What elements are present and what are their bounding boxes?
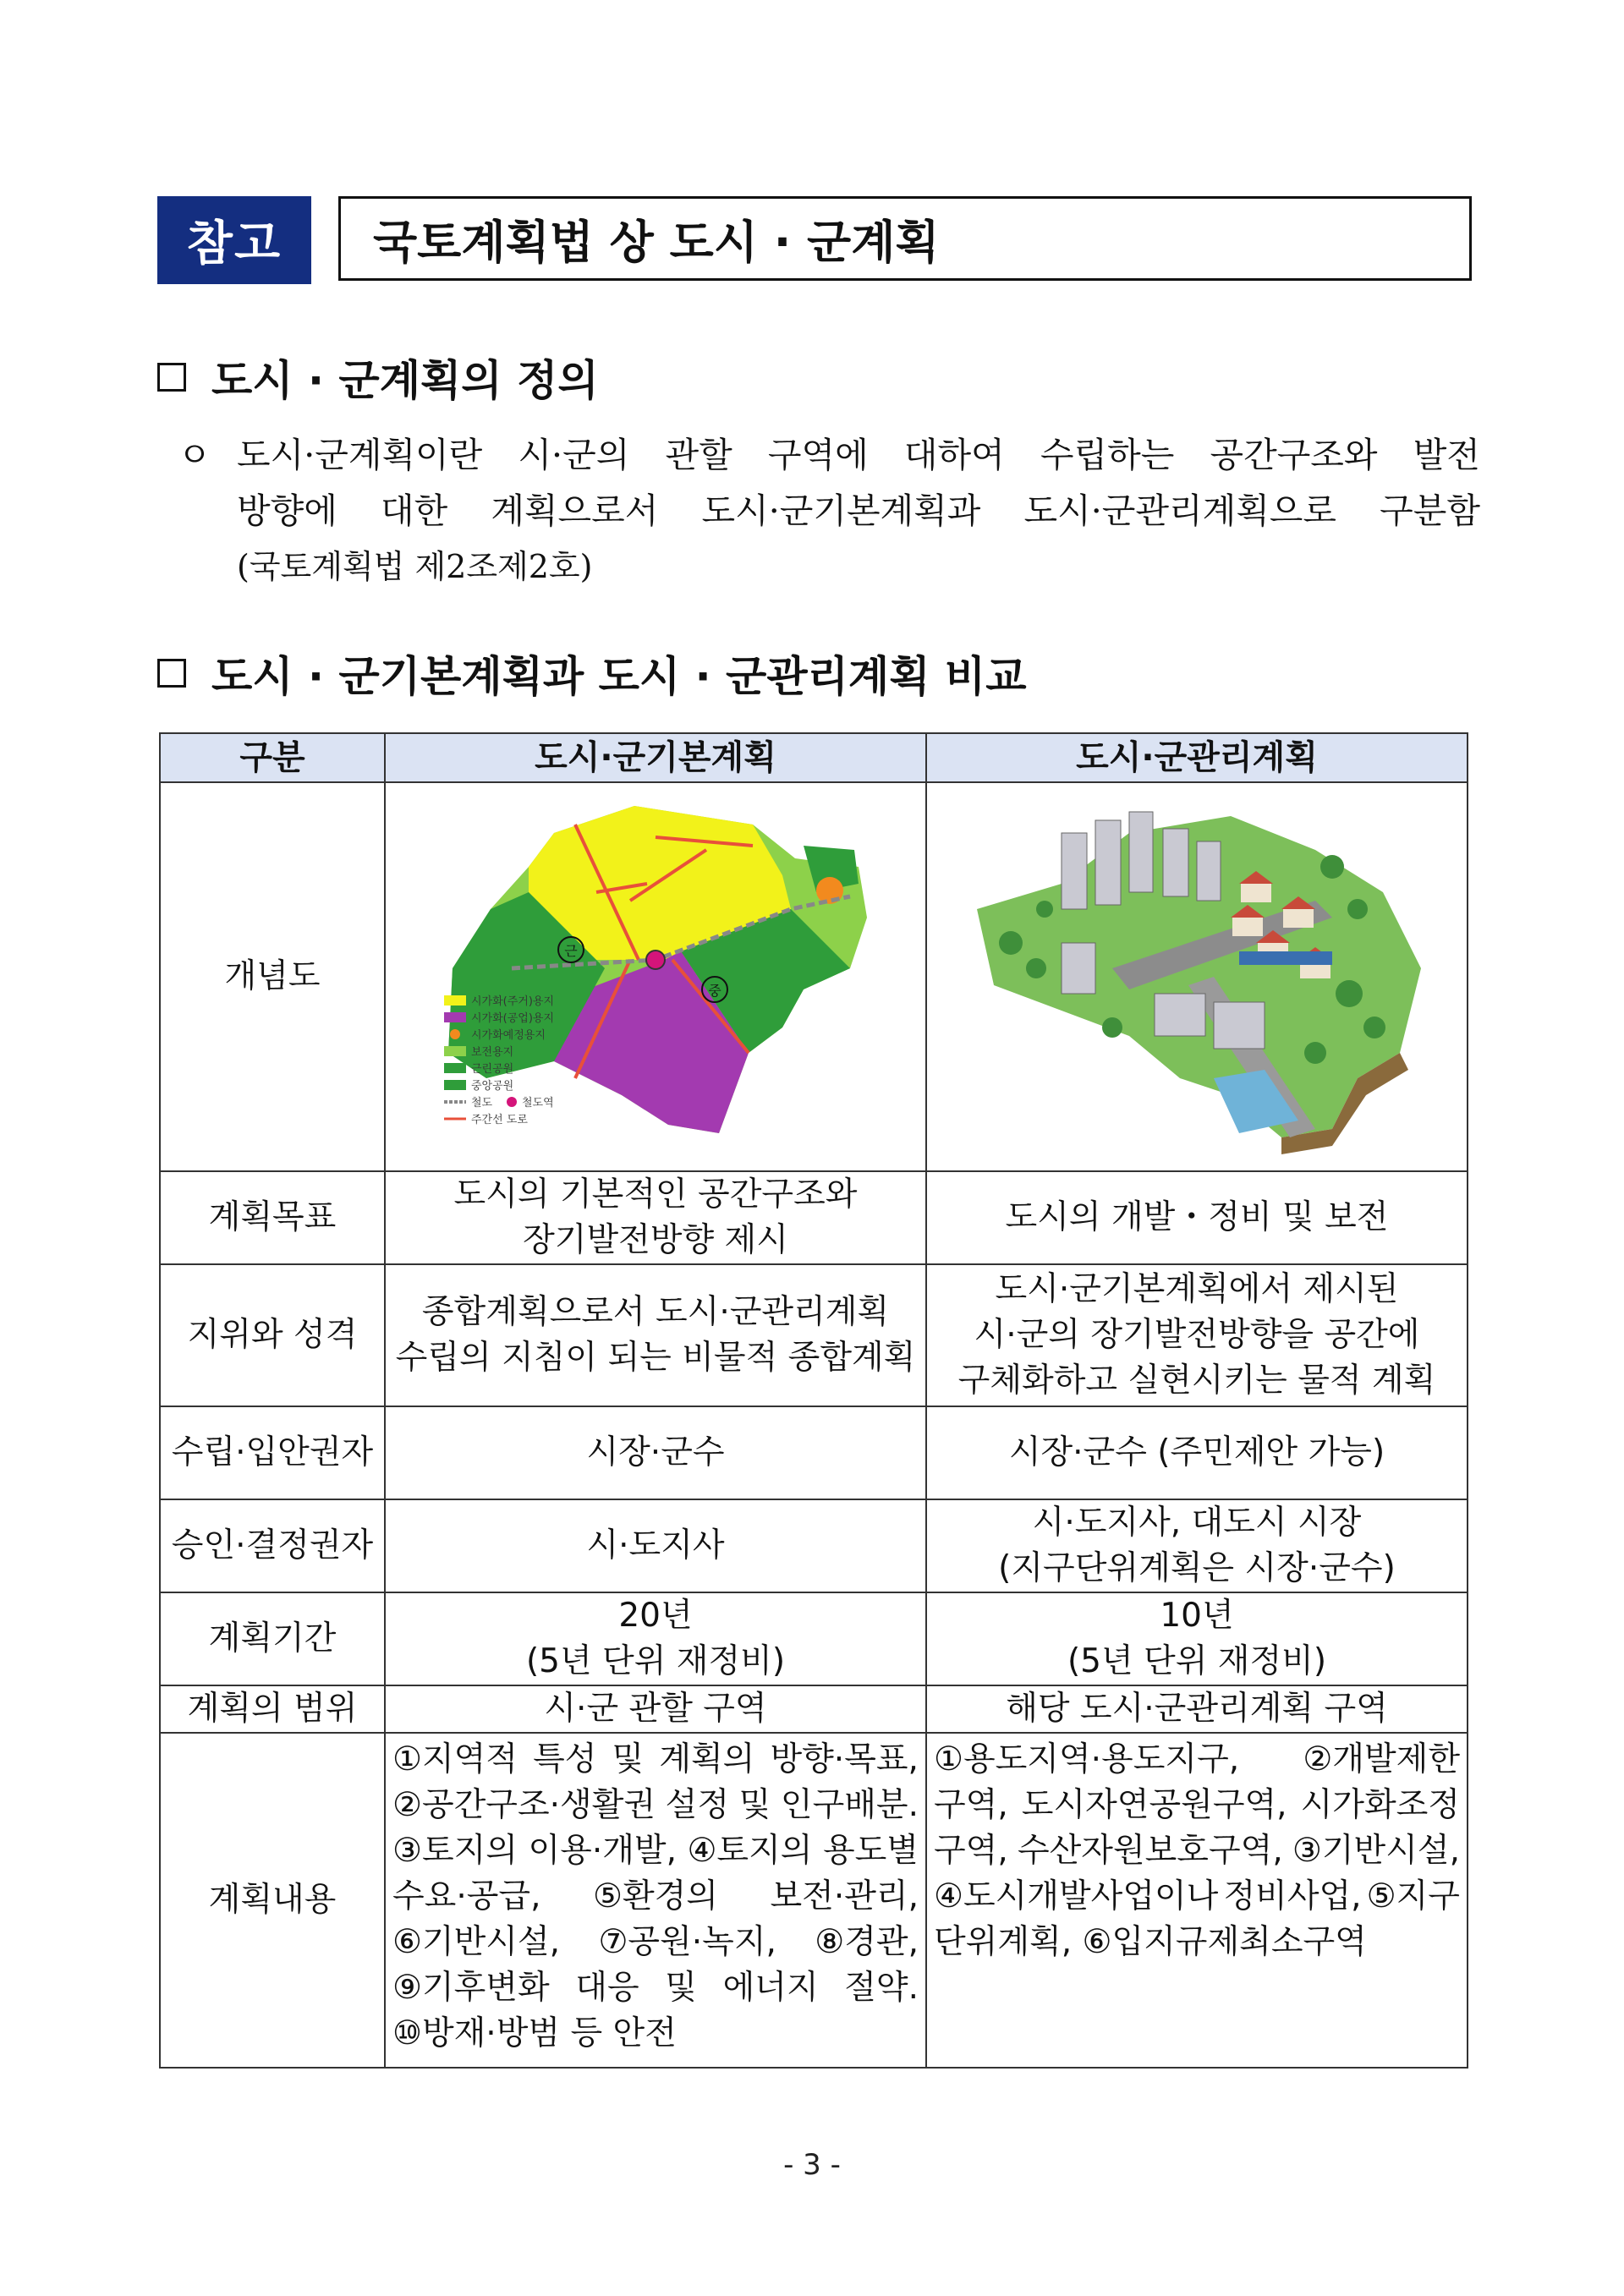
page-title: 국토계획법 상 도시 · 군계획 [338, 196, 1472, 281]
table-row-approval [160, 1499, 1468, 1592]
svg-text:철도: 철도 [471, 1097, 493, 1110]
approval-basic: 시·도지사 [385, 1499, 926, 1592]
basic-plan-map [385, 782, 926, 1171]
content-word: 도시자연공원구역, [1021, 1786, 1287, 1824]
content-word: ①지역적 [392, 1740, 518, 1778]
table-row-goal [160, 1171, 1468, 1264]
content-management-line [934, 1828, 1460, 1874]
author-basic: 시장·군수 [385, 1406, 926, 1499]
status-management: 도시·군기본계획에서 제시된 시·군의 장기발전방향을 공간에 구체화하고 실현시키는 물적 계획 [926, 1264, 1468, 1406]
definition-line-1 [237, 427, 1480, 483]
header-category: 구분 [160, 733, 385, 782]
definition-word: 계획으로서 [491, 490, 659, 531]
svg-text:시가화(공업)용지: 시가화(공업)용지 [471, 1012, 555, 1025]
content-word: ⑤환경의 [593, 1877, 718, 1915]
definition-word: 공간구조와 [1210, 435, 1378, 475]
content-word: ⑦공원·녹지, [598, 1923, 776, 1961]
content-word: ⑥기반시설, [392, 1923, 561, 1961]
definition-word: 대하여 [903, 435, 1005, 475]
table-row-content [160, 1733, 1468, 2068]
table-row-scope [160, 1685, 1468, 1733]
scope-basic: 시·군 관할 구역 [385, 1685, 926, 1733]
content-word: ④토지의 [687, 1832, 813, 1870]
period-basic: 20년 (5년 단위 재정비) [385, 1592, 926, 1685]
content-word: 특성 [533, 1740, 597, 1778]
comparison-table [159, 732, 1468, 2069]
content-word: 계획의 [659, 1740, 755, 1778]
svg-text:시가화예정용지: 시가화예정용지 [471, 1029, 546, 1042]
content-word: 에너지 [722, 1969, 819, 2007]
definition-word: 발전 [1413, 435, 1480, 475]
circle-bullet-icon: ㅇ [178, 435, 211, 475]
row-label-period: 계획기간 [160, 1592, 385, 1685]
table-row-period [160, 1592, 1468, 1685]
definition-word: 관할 [665, 435, 732, 475]
definition-word: 방향에 [237, 490, 337, 531]
definition-line-2 [237, 483, 1480, 539]
content-word: 및 [665, 1969, 697, 2007]
header-basic-plan: 도시·군기본계획 [385, 733, 926, 782]
content-basic-line: ⑩방재·방범 등 안전 [392, 2014, 677, 2052]
approval-management: 시·도지사, 대도시 시장 (지구단위계획은 시장·군수) [926, 1499, 1468, 1592]
goal-basic: 도시의 기본적인 공간구조와 장기발전방향 제시 [385, 1171, 926, 1264]
row-label-content: 계획내용 [160, 1733, 385, 2068]
content-management [926, 1733, 1468, 2068]
content-basic-line [392, 1874, 919, 1920]
content-word: 및 [738, 1786, 771, 1824]
period-management: 10년 (5년 단위 재정비) [926, 1592, 1468, 1685]
svg-text:보전용지: 보전용지 [471, 1046, 514, 1059]
status-basic: 종합계획으로서 도시·군관리계획 수립의 지침이 되는 비물적 종합계획 [385, 1264, 926, 1406]
management-plan-illustration [926, 782, 1468, 1171]
content-word: 보전·관리, [770, 1877, 919, 1915]
content-basic [385, 1733, 926, 2068]
content-word: 구역, [934, 1832, 1008, 1870]
definition-word: 수립하는 [1040, 435, 1175, 475]
page-number: - 3 - [783, 2148, 841, 2182]
content-word: ⑧경관, [815, 1923, 919, 1961]
table-row-status [160, 1264, 1468, 1406]
content-basic-line [392, 1828, 919, 1874]
definition-word: 대한 [380, 490, 448, 531]
header-management-plan: 도시·군관리계획 [926, 733, 1468, 782]
content-word: ⑨기후변화 [392, 1969, 550, 2007]
goal-management: 도시의 개발・정비 및 보전 [926, 1171, 1468, 1264]
definition-word: 시·군의 [518, 435, 630, 475]
city-3d-illustration [960, 799, 1434, 1154]
map-marker-neighborhood: 근 [564, 943, 578, 959]
content-word: 용도별 [822, 1832, 919, 1870]
row-label-concept: 개념도 [160, 782, 385, 1171]
content-word: 인구배분. [780, 1786, 919, 1824]
definition-word: 구역에 [767, 435, 869, 475]
scope-management: 해당 도시·군관리계획 구역 [926, 1685, 1468, 1733]
content-word: ⑤지구 [1366, 1877, 1460, 1915]
content-word: ③토지의 [392, 1832, 518, 1870]
content-management-line [934, 1874, 1460, 1920]
reference-tag: 참고 [157, 196, 311, 284]
svg-text:주간선 도로: 주간선 도로 [471, 1114, 528, 1126]
section-heading-definition: 도시 · 군계획의 정의 [157, 347, 599, 408]
svg-text:근린공원: 근린공원 [471, 1063, 514, 1076]
content-management-line [934, 1783, 1460, 1828]
svg-text:시가화(주거)용지: 시가화(주거)용지 [471, 995, 555, 1008]
content-basic-line [392, 1965, 919, 2011]
table-row-concept [160, 782, 1468, 1171]
section-heading-comparison: 도시 · 군기본계획과 도시 · 군관리계획 비교 [157, 643, 1027, 704]
content-word: 방향·목표, [770, 1740, 919, 1778]
row-label-scope: 계획의 범위 [160, 1685, 385, 1733]
svg-text:중앙공원: 중앙공원 [471, 1080, 514, 1093]
row-label-status: 지위와 성격 [160, 1264, 385, 1406]
content-basic-line [392, 1920, 919, 1965]
square-bullet-icon [157, 659, 186, 688]
table-header-row [160, 733, 1468, 782]
content-word: ②개발제한 [1303, 1740, 1460, 1778]
content-word: ①용도지역·용도지구, [934, 1740, 1240, 1778]
content-word: 수산자원보호구역, [1017, 1832, 1283, 1870]
content-word: ②공간구조·생활권 [392, 1786, 656, 1824]
content-word: 및 [612, 1740, 645, 1778]
row-label-author: 수립·입안권자 [160, 1406, 385, 1499]
content-management-line: 단위계획, ⑥입지규제최소구역 [934, 1923, 1367, 1961]
definition-line-3: (국토계획법 제2조제2호) [237, 548, 593, 585]
definition-word: 구분함 [1380, 490, 1480, 531]
row-label-approval: 승인·결정권자 [160, 1499, 385, 1592]
definition-word: 도시·군관리계획으로 [1023, 490, 1337, 531]
content-word: 수요·공급, [392, 1877, 541, 1915]
land-use-map-illustration [427, 799, 884, 1154]
content-word: 대응 [575, 1969, 639, 2007]
definition-word: 도시·군계획이란 [237, 435, 483, 475]
map-marker-central: 중 [708, 983, 721, 999]
author-management: 시장·군수 (주민제안 가능) [926, 1406, 1468, 1499]
svg-text:철도역: 철도역 [522, 1097, 554, 1110]
content-word: 이용·개발, [528, 1832, 677, 1870]
content-word: ④도시개발사업이나 [934, 1877, 1219, 1915]
content-word: 정비사업, [1223, 1877, 1362, 1915]
content-management-line [934, 1737, 1460, 1783]
content-word: 절약. [844, 1969, 919, 2007]
content-basic-line [392, 1737, 919, 1783]
content-word: ③기반시설, [1292, 1832, 1460, 1870]
content-word: 설정 [665, 1786, 730, 1824]
row-label-goal: 계획목표 [160, 1171, 385, 1264]
definition-word: 도시·군기본계획과 [701, 490, 981, 531]
content-basic-line [392, 1783, 919, 1828]
content-word: 구역, [934, 1786, 1008, 1824]
square-bullet-icon [157, 363, 186, 392]
content-word: 시가화조정 [1300, 1786, 1460, 1824]
table-row-author [160, 1406, 1468, 1499]
